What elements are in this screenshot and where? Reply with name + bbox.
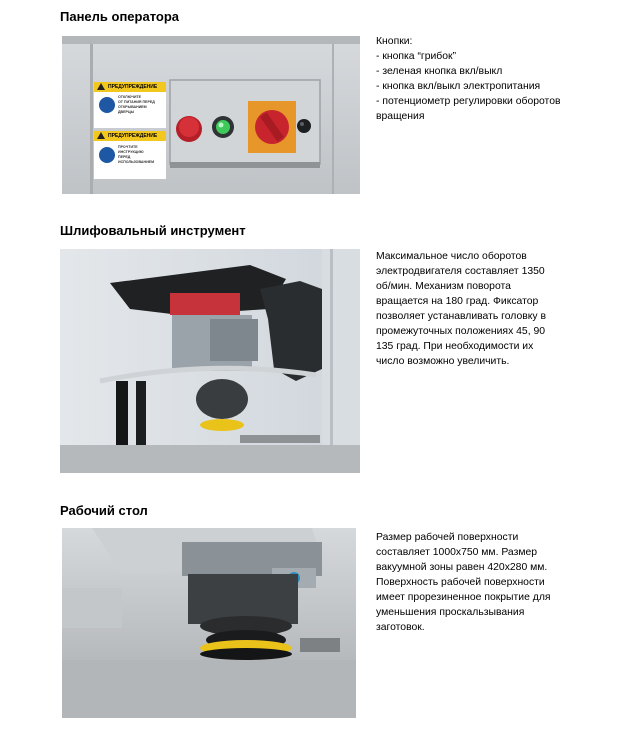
- warning-text-line: ОТКЛЮЧИТЕ: [118, 95, 142, 99]
- emergency-stop-button: [176, 116, 202, 142]
- description-line: об/мин. Механизм поворота: [376, 281, 511, 292]
- warning-text-line: ИСПОЛЬЗОВАНИЕМ: [118, 160, 155, 164]
- warning-text-line: ИНСТРУКЦИЮ: [118, 150, 144, 154]
- description-line: 135 град. При необходимости их: [376, 341, 534, 352]
- description-line: Размер рабочей поверхности: [376, 532, 519, 543]
- description-line: электродвигателя составляет 1350: [376, 266, 545, 277]
- description-line: вакуумной зоны равен 420x280 мм.: [376, 562, 548, 573]
- speed-potentiometer: [297, 119, 311, 133]
- description-line: вращается на 180 град. Фиксатор: [376, 296, 539, 307]
- warning-header-text: ПРЕДУПРЕЖДЕНИЕ: [108, 133, 158, 139]
- description-line: имеет прорезиненное покрытие для: [376, 592, 551, 603]
- description-line: Кнопки:: [376, 36, 413, 47]
- section-title-work-table: Рабочий стол: [60, 503, 148, 518]
- green-on-off-button: [212, 116, 234, 138]
- warning-text-line: ДВЕРЦЫ: [118, 110, 135, 114]
- operator-panel-photo: [62, 36, 360, 194]
- operator-panel-description: [376, 34, 601, 124]
- grinding-tool-description: [376, 249, 601, 369]
- section-title-operator-panel: Панель оператора: [60, 9, 180, 24]
- warning-text-line: ПРОЧТИТЕ: [118, 145, 138, 149]
- warning-text-line: ПЕРЕД: [118, 155, 131, 159]
- description-line: составляет 1000x750 мм. Размер: [376, 547, 538, 558]
- description-line: - кнопка вкл/выкл электропитания: [376, 81, 541, 92]
- description-line: - зеленая кнопка вкл/выкл: [376, 66, 503, 77]
- description-line: - кнопка “грибок”: [376, 51, 457, 62]
- description-line: - потенциометр регулировки оборотов: [376, 96, 561, 107]
- main-power-switch: [248, 101, 296, 153]
- description-line: Поверхность рабочей поверхности: [376, 577, 545, 588]
- warning-text-line: ОТКРЫВАНИЕМ: [118, 105, 147, 109]
- description-line: уменьшения проскальзывания: [376, 607, 525, 618]
- description-line: число возможно увеличить.: [376, 356, 510, 367]
- section-title-grinding-tool: Шлифовальный инструмент: [60, 223, 246, 238]
- work-table-description: [376, 530, 601, 635]
- description-line: промежуточных положениях 45, 90: [376, 326, 546, 337]
- warning-header-text: ПРЕДУПРЕЖДЕНИЕ: [108, 84, 158, 90]
- description-line: Максимальное число оборотов: [376, 251, 527, 262]
- grinding-tool-photo: [60, 249, 360, 473]
- description-line: заготовок.: [376, 622, 425, 633]
- description-line: вращения: [376, 111, 425, 122]
- warning-text-line: ОТ ПИТАНИЯ ПЕРЕД: [118, 100, 155, 104]
- description-line: позволяет устанавливать головку в: [376, 311, 547, 322]
- work-table-photo: [62, 528, 356, 718]
